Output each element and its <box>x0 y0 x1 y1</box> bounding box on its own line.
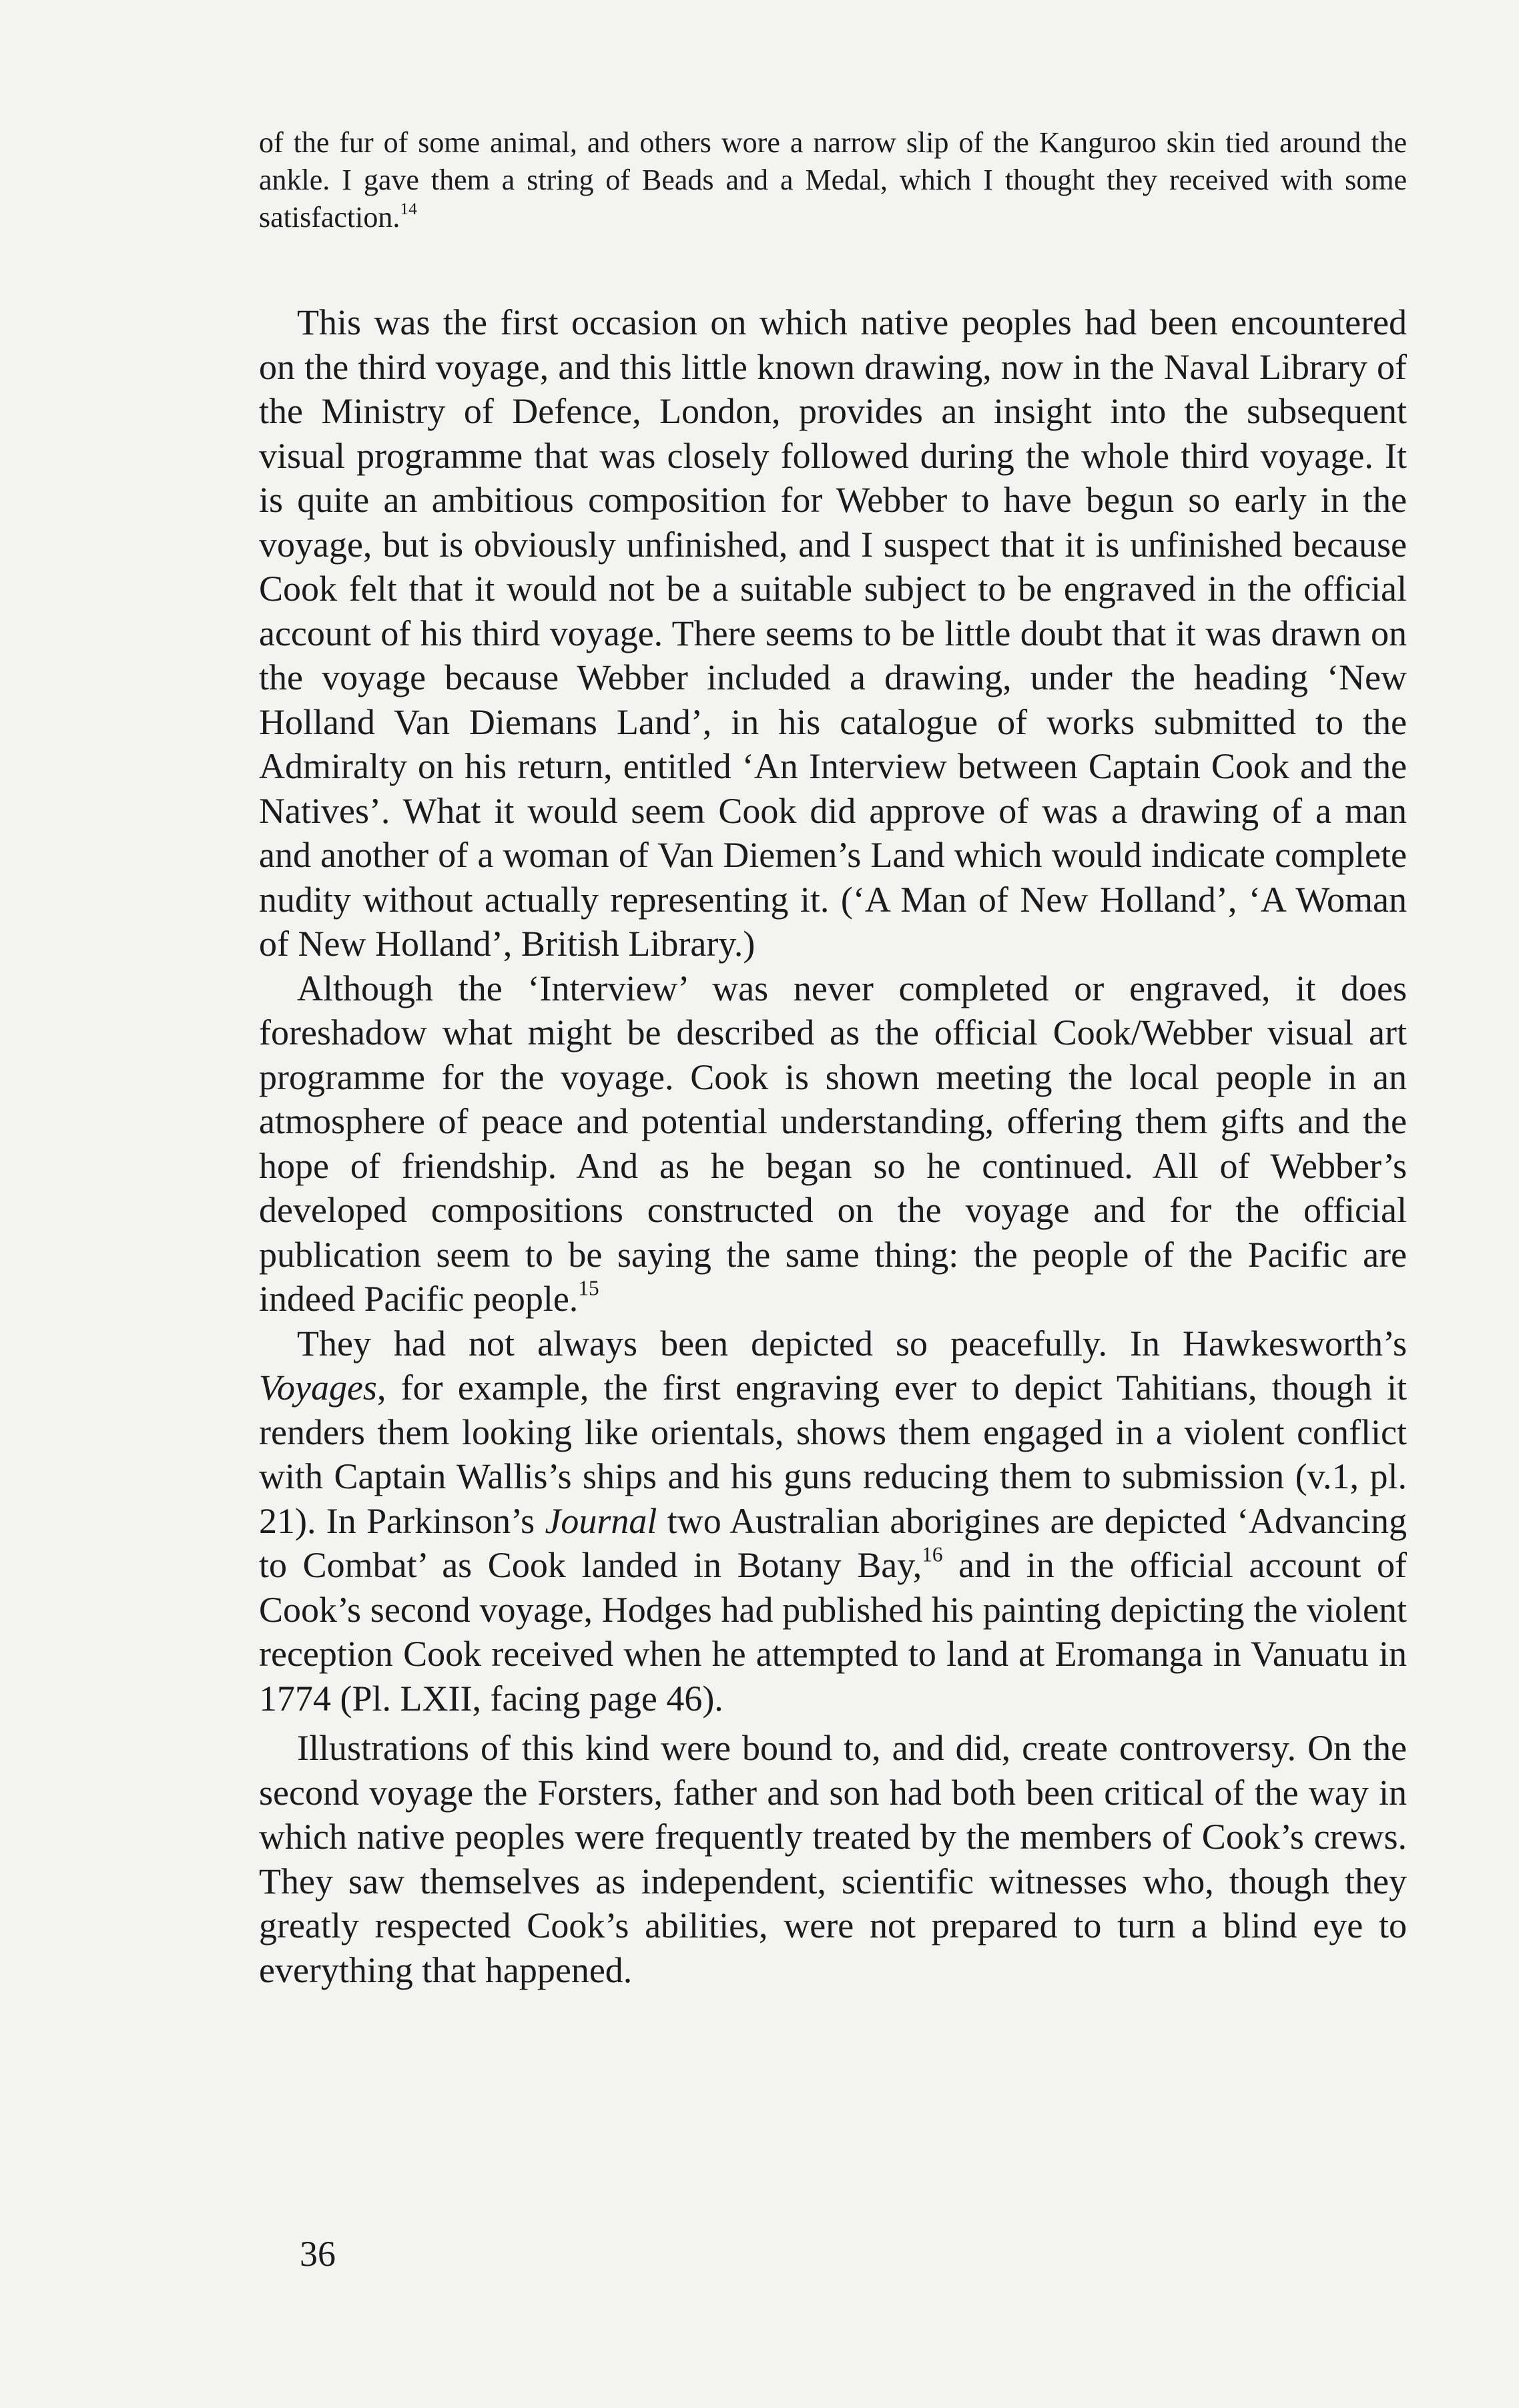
paragraph-3-part-1: They had not always been depicted so peacefully. In Hawkesworth’s <box>297 1323 1407 1364</box>
paragraph-1: This was the first occasion on which native peoples had been encountered on the third voyage, and this little known drawing, now in the Naval Library of the Ministry of Defence, London, provides an insight into the subsequent visual programme that was closely followed during the whole third voyage. It is quite an ambitious composition for Webber to have begun so early in the voyage, but is obviously unfinished, and I suspect that it is unfinished because Cook felt that it would not be a suitable subject to be engraved in the official account of his third voyage. There seems to be little doubt that it was drawn on the voyage because Webber included a drawing, under the heading ‘New Holland Van Diemans Land’, in his catalogue of works submitted to the Admiralty on his return, entitled ‘An Interview between Captain Cook and the Natives’. What it would seem Cook did approve of was a drawing of a man and another of a woman of Van Diemen’s Land which would indicate complete nudity without actually representing it. (‘A Man of New Holland’, ‘A Woman of New Holland’, British Library.) <box>259 302 1407 964</box>
paragraph-3-part-2: , for example, the first engraving ever to depict Tahitians, though it renders them looking like orientals, shows them engaged in a violent conflict with Captain Wallis’s ships and his guns reducing them to submission (v.1, pl. 21). In Parkinson’s <box>259 1368 1407 1541</box>
journal-title: Journal <box>545 1500 657 1541</box>
paragraph-2-text: Although the ‘Interview’ was never completed or engraved, it does foreshadow what might be described as the official Cook/Webber visual art programme for the voyage. Cook is shown meeting the local people in an atmosphere of peace and potential understanding, offering them gifts and the hope of friendship. And as he began so he continued. All of Webber’s developed compositions constructed on the voyage and for the official publication seem to be saying the same thing: the people of the Pacific are indeed Pacific people. <box>259 968 1407 1319</box>
footnote-16: 16 <box>922 1542 943 1566</box>
paragraph-2 <box>259 966 1407 1321</box>
page-number: 36 <box>300 2234 336 2274</box>
paragraph-3-part-4: and in the official account of Cook’s second voyage, Hodges had published his painting depicting the violent reception Cook received when he attempted to land at Eromanga in Vanuatu in 1774 (Pl. LXII, facing page 46). <box>259 1545 1407 1719</box>
body-text <box>259 300 1407 1992</box>
paragraph-3 <box>259 1321 1407 1721</box>
footnote-15: 15 <box>578 1276 599 1300</box>
block-quote <box>259 124 1407 236</box>
paragraph-3-part-3: two Australian aborigines are depicted ‘Advancing to Combat’ as Cook landed in Botany Bay, <box>259 1500 1407 1585</box>
footnote-14: 14 <box>400 198 417 218</box>
quote-text: of the fur of some animal, and others wore a narrow slip of the Kanguroo skin tied around the ankle. I gave them a string of Beads and a Medal, which I thought they received with some satisfaction. <box>259 126 1407 234</box>
paragraph-4: Illustrations of this kind were bound to, and did, create controversy. On the second voyage the Forsters, father and son had both been critical of the way in which native peoples were frequently treated by the members of Cook’s crews. They saw themselves as independent, scientific witnesses who, though they greatly respected Cook’s abilities, were not prepared to turn a blind eye to everything that happened. <box>259 1728 1407 1990</box>
voyages-title: Voyages <box>259 1368 377 1408</box>
